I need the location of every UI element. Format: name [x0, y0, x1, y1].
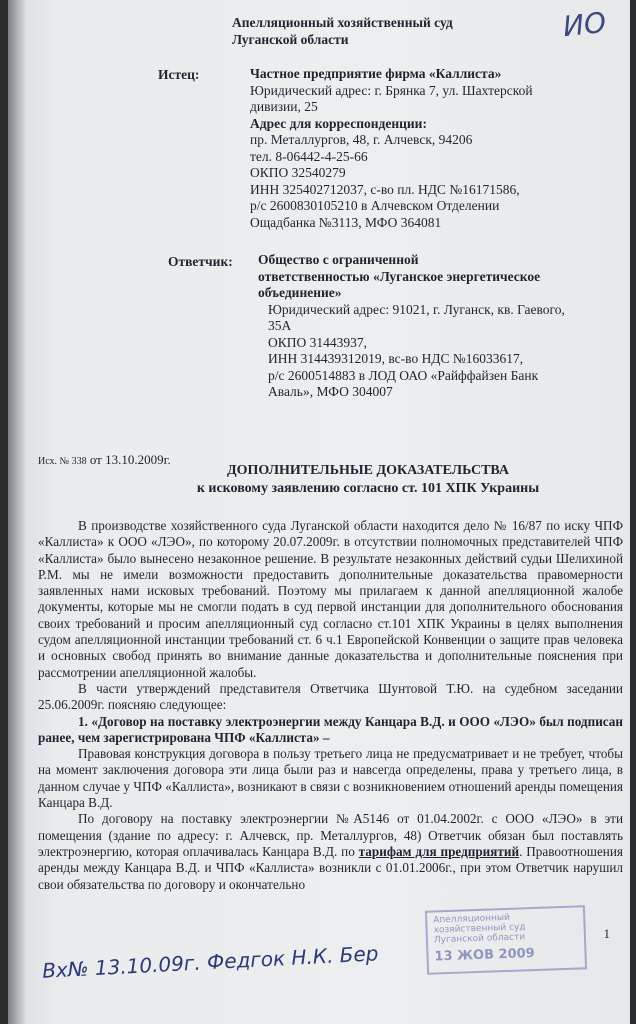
corr-line: тел. 8-06442-4-25-66	[250, 148, 368, 164]
corr-line: ОКПО 32540279	[250, 165, 346, 180]
defendant-block	[258, 252, 618, 401]
defendant-details	[258, 302, 618, 401]
paragraph-text: . Правоотношения аренды между Канцара В.Д. и ЧПФ «Каллиста» возникли с 01.01.2006г., при этом Ответчик нарушил свои обязательства по договору и окончательно	[38, 843, 623, 892]
document-subtitle: к исковому заявлению согласно ст. 101 ХПК Украины	[196, 481, 540, 496]
emphasis-tariffs: тарифам для предприятий	[358, 843, 520, 859]
defendant-line: ОКПО 31443937,	[268, 334, 368, 350]
paragraph-text: По договору на поставку электроэнергии №А5146 от 01.04.2002г. с ООО «ЛЭО» в эти помещения (здание по адресу: г. Алчевск, пр. Металлургов, 48) Ответчик обязан был поставлять электроэнергию, которая оплачивалась Канцара В.Д. по	[38, 811, 623, 859]
document-page	[8, 0, 630, 1024]
page-edge-shadow	[8, 0, 26, 1024]
court-name	[232, 14, 453, 48]
court-line: Луганской области	[232, 32, 349, 47]
corr-line: пр. Металлургов, 48, г. Алчевск, 94206	[250, 132, 473, 147]
ref-prefix: Исх. № 338	[38, 456, 87, 467]
defendant-line: Аваль», МФО 304007	[268, 384, 393, 399]
plaintiff-name: Частное предприятие фирма «Каллиста»	[250, 66, 502, 81]
stamp-text: Апелляционный хозяйственный суд Луганской области	[433, 912, 526, 946]
corr-line: Ощадбанка №3113, МФО 364081	[250, 214, 442, 230]
document-title: ДОПОЛНИТЕЛЬНЫЕ ДОКАЗАТЕЛЬСТВА	[226, 463, 510, 478]
page-number: 1	[603, 926, 610, 941]
defendant-name-line: Общество с ограниченной	[258, 252, 419, 267]
paragraph-legal-construction: Правовая конструкция договора в пользу третьего лица не предусматривает и не требует, чтобы на момент заключения договора эти лица были раз и навсегда определены, права у третьего лица, в данном случае у ЧПФ «Каллиста», возникают в связи с возникновением отношений аренды помещения Канцара В.Д.	[38, 746, 623, 811]
defendant-label: Ответчик:	[168, 254, 233, 269]
ref-date: от 13.10.2009г.	[89, 452, 171, 467]
correspondence-heading: Адрес для корреспонденции:	[250, 115, 427, 131]
court-line: Апелляционный хозяйственный суд	[232, 15, 453, 30]
paragraph-clarification: В части утверждений представителя Ответчика Шунтовой Т.Ю. на судебном заседании 25.06.2009г. поясняю следующее:	[38, 680, 623, 713]
defendant-line: р/с 2600514883 в ЛОД ОАО «Райффайзен Банк	[268, 367, 539, 383]
paragraph-intro: В производстве хозяйственного суда Луганской области находится дело № 16/87 по иску ЧПФ «Каллиста» к ООО «ЛЭО», по которому 20.07.2009г. в отсутствии полномочных представителей ЧПФ «Каллиста» было вынесено незаконное решение. В результате незаконных действий судьи Шелихиной Р.М. мы не имели возможности предоставить дополнительные доказательства правомерности заявленных нами исковых требований. Поэтому мы прилагаем к данной апелляционной жалобе документы, которые мы не смогли подать в суд первой инстанции для дополнительного обоснования своих требований и просим апелляционный суд согласно ст.101 ХПК Украины в целях выполнения судом апелляционной инстанции требований ст. 6 ч.1 Европейской Конвенции о защите прав человека и основных свобод принять во внимание данные доказательства и дополнительные пояснения при рассмотрении апелляционной жалобы.	[38, 518, 623, 680]
defendant-line: 35А	[268, 318, 292, 333]
stamp-date: 13 ЖОВ 2009	[434, 946, 535, 965]
handwritten-signature: Вх№ 13.10.09г. Федгок Н.К. Бер	[41, 941, 379, 983]
plaintiff-block	[250, 66, 620, 231]
plaintiff-line: дивизии, 25	[250, 99, 318, 114]
handwritten-corner-mark: ИО	[561, 5, 608, 44]
defendant-line: Юридический адрес: 91021, г. Луганск, кв. Гаевого,	[268, 301, 565, 317]
paragraph-supply-contract	[38, 811, 623, 892]
corr-line: ИНН 325402712037, с-во пл. НДС №16171586,	[250, 181, 520, 197]
document-body	[38, 518, 623, 893]
defendant-line: ИНН 314439312019, вс-во НДС №16033617,	[268, 351, 524, 366]
section-heading-1: 1. «Договор на поставку электроэнергии между Канцара В.Д. и ООО «ЛЭО» был подписан ранее, чем зарегистрирована ЧПФ «Каллиста» –	[38, 713, 623, 745]
plaintiff-label: Истец:	[158, 67, 200, 82]
corr-line: р/с 2600830105210 в Алчевском Отделении	[250, 198, 500, 213]
defendant-name-line: объединение»	[258, 285, 342, 300]
defendant-name-line: ответственностью «Луганское энергетическое	[258, 268, 541, 284]
plaintiff-line: Юридический адрес: г. Брянка 7, ул. Шахтерской	[250, 82, 533, 98]
incoming-stamp	[425, 905, 587, 975]
